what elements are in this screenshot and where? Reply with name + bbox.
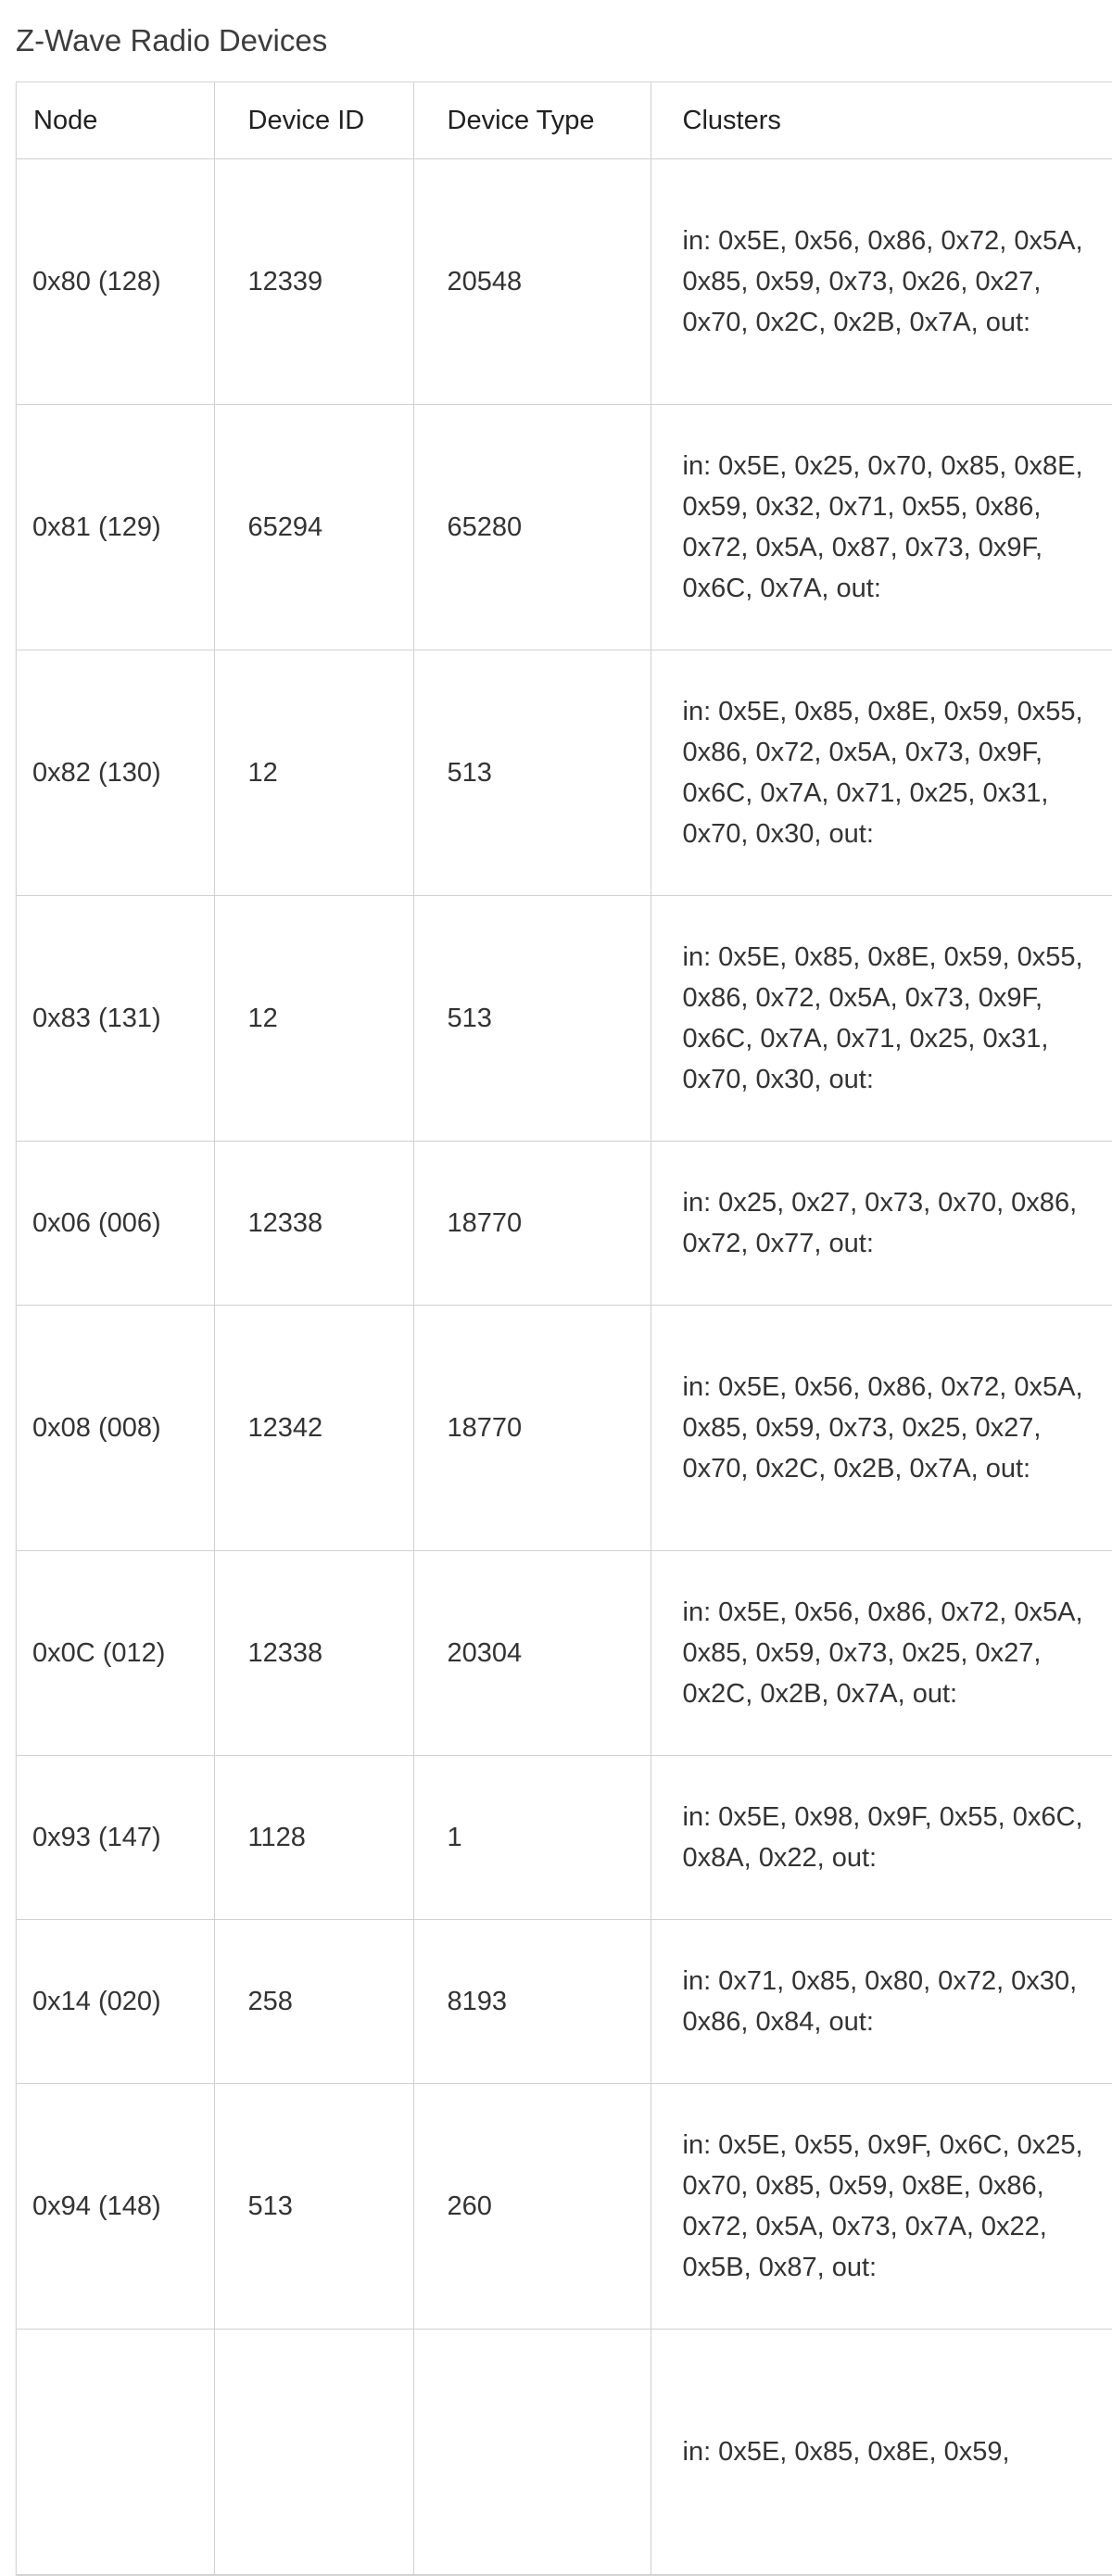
cell-device-type: 260 — [413, 2084, 651, 2330]
cell-clusters: in: 0x5E, 0x98, 0x9F, 0x55, 0x6C, 0x8A, 0x22, out: — [651, 1756, 1112, 1920]
cell-node: 0x94 (148) — [17, 2084, 214, 2330]
cell-device-type: 1 — [413, 1756, 651, 1920]
cell-device-type: 18770 — [413, 1306, 651, 1551]
cell-device-type: 8193 — [413, 1920, 651, 2084]
table-row — [17, 1920, 1112, 2084]
cell-device-type: 513 — [413, 650, 651, 896]
cell-clusters: in: 0x5E, 0x56, 0x86, 0x72, 0x5A, 0x85, 0x59, 0x73, 0x26, 0x27, 0x70, 0x2C, 0x2B, 0x7A, out: — [651, 159, 1112, 405]
cell-node: 0x82 (130) — [17, 650, 214, 896]
table-header-row — [17, 82, 1112, 159]
page-title: Z-Wave Radio Devices — [16, 23, 328, 57]
cell-device-id: 258 — [214, 1920, 413, 2084]
cell-node: 0x81 (129) — [17, 405, 214, 650]
table-row — [17, 2084, 1112, 2330]
cell-device-type: 20548 — [413, 159, 651, 405]
cell-node — [17, 2330, 214, 2575]
cell-clusters: in: 0x5E, 0x56, 0x86, 0x72, 0x5A, 0x85, 0x59, 0x73, 0x25, 0x27, 0x2C, 0x2B, 0x7A, out: — [651, 1551, 1112, 1756]
cell-device-id: 1128 — [214, 1756, 413, 1920]
table-row — [17, 2330, 1112, 2575]
table-row — [17, 159, 1112, 405]
column-header-device-type[interactable]: Device Type — [413, 82, 651, 159]
cell-node: 0x14 (020) — [17, 1920, 214, 2084]
cell-node: 0x08 (008) — [17, 1306, 214, 1551]
table-row — [17, 1756, 1112, 1920]
column-header-clusters[interactable]: Clusters — [651, 82, 1112, 159]
cell-node: 0x83 (131) — [17, 896, 214, 1142]
cell-device-id: 12 — [214, 650, 413, 896]
cell-clusters: in: 0x5E, 0x25, 0x70, 0x85, 0x8E, 0x59, 0x32, 0x71, 0x55, 0x86, 0x72, 0x5A, 0x87, 0x73, 0x9F, 0x6C, 0x7A, out: — [651, 405, 1112, 650]
cell-device-id: 12342 — [214, 1306, 413, 1551]
table-row — [17, 1551, 1112, 1756]
table-row — [17, 1306, 1112, 1551]
cell-clusters: in: 0x5E, 0x55, 0x9F, 0x6C, 0x25, 0x70, 0x85, 0x59, 0x8E, 0x86, 0x72, 0x5A, 0x73, 0x7A, 0x22, 0x5B, 0x87, out: — [651, 2084, 1112, 2330]
cell-node: 0x93 (147) — [17, 1756, 214, 1920]
cell-clusters: in: 0x5E, 0x85, 0x8E, 0x59, — [651, 2330, 1112, 2575]
cell-node: 0x06 (006) — [17, 1142, 214, 1306]
cell-device-type: 20304 — [413, 1551, 651, 1756]
column-header-device-id[interactable]: Device ID — [214, 82, 413, 159]
cell-clusters: in: 0x5E, 0x56, 0x86, 0x72, 0x5A, 0x85, 0x59, 0x73, 0x25, 0x27, 0x70, 0x2C, 0x2B, 0x7A, out: — [651, 1306, 1112, 1551]
cell-device-id: 65294 — [214, 405, 413, 650]
cell-device-type: 18770 — [413, 1142, 651, 1306]
cell-device-id: 12339 — [214, 159, 413, 405]
devices-table — [17, 82, 1112, 2575]
column-header-node[interactable]: Node — [17, 82, 214, 159]
cell-device-id: 513 — [214, 2084, 413, 2330]
cell-device-type — [413, 2330, 651, 2575]
cell-node: 0x80 (128) — [17, 159, 214, 405]
table-row — [17, 405, 1112, 650]
cell-clusters: in: 0x5E, 0x85, 0x8E, 0x59, 0x55, 0x86, 0x72, 0x5A, 0x73, 0x9F, 0x6C, 0x7A, 0x71, 0x25, 0x31, 0x70, 0x30, out: — [651, 896, 1112, 1142]
cell-node: 0x0C (012) — [17, 1551, 214, 1756]
table-row — [17, 1142, 1112, 1306]
cell-device-id: 12 — [214, 896, 413, 1142]
table-row — [17, 896, 1112, 1142]
cell-clusters: in: 0x25, 0x27, 0x73, 0x70, 0x86, 0x72, 0x77, out: — [651, 1142, 1112, 1306]
cell-device-type: 65280 — [413, 405, 651, 650]
cell-clusters: in: 0x71, 0x85, 0x80, 0x72, 0x30, 0x86, 0x84, out: — [651, 1920, 1112, 2084]
cell-device-id — [214, 2330, 413, 2575]
cell-clusters: in: 0x5E, 0x85, 0x8E, 0x59, 0x55, 0x86, 0x72, 0x5A, 0x73, 0x9F, 0x6C, 0x7A, 0x71, 0x25, 0x31, 0x70, 0x30, out: — [651, 650, 1112, 896]
cell-device-id: 12338 — [214, 1142, 413, 1306]
devices-table-card — [16, 82, 1112, 2576]
cell-device-type: 513 — [413, 896, 651, 1142]
table-row — [17, 650, 1112, 896]
cell-device-id: 12338 — [214, 1551, 413, 1756]
